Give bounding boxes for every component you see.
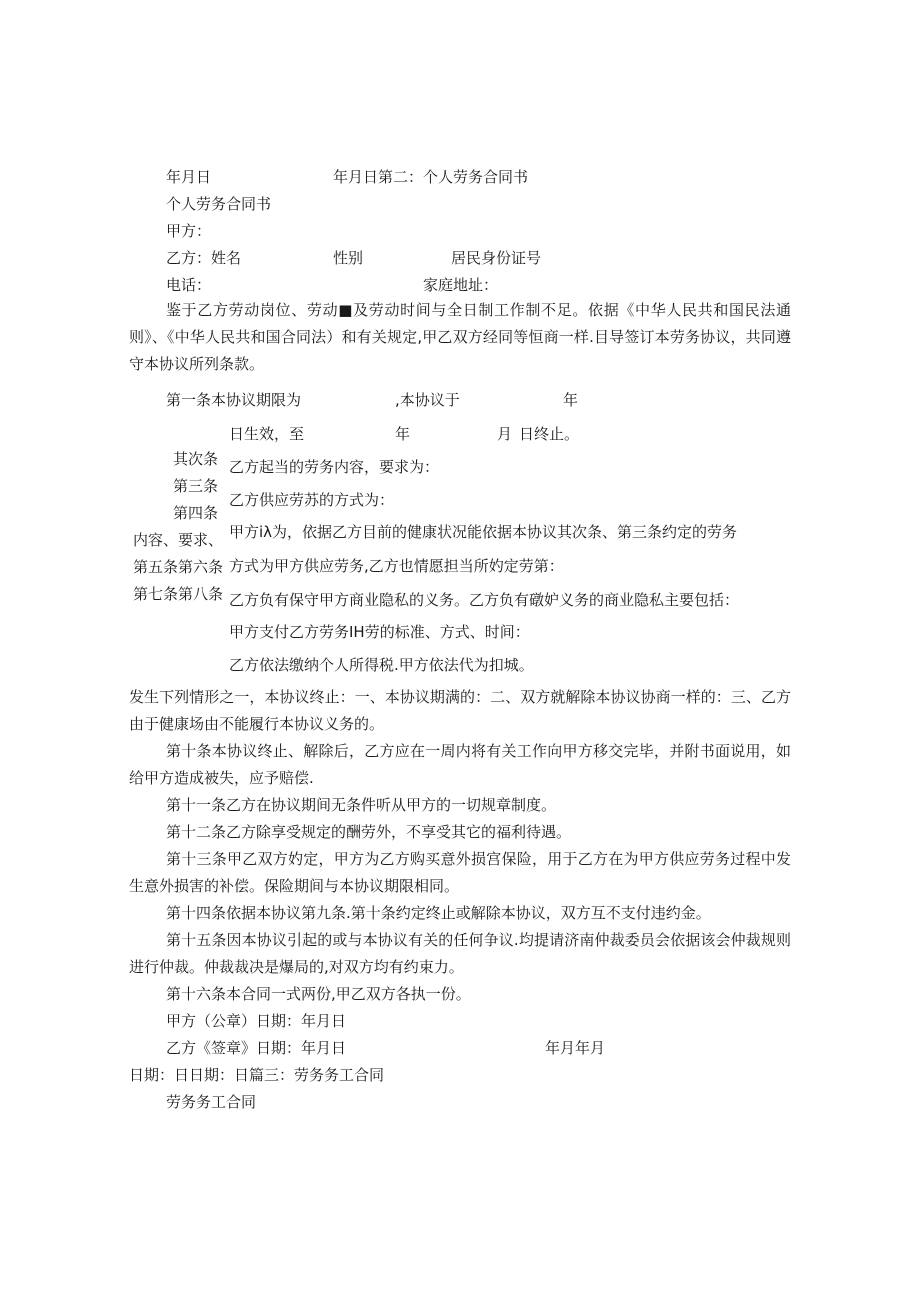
article-13: 第十三条甲乙双方妁定，甲方为乙方购买意外损宫保险，用于乙方在为甲方供应劳务过程中发生意外损害的补偿。保险期间与本协议期限相同。 xyxy=(129,850,791,895)
article-1-effective: 日生效，至 xyxy=(229,425,305,443)
article-14: 第十四条依据本协议第九条.第十条约定终止或解除本协议，双方互不支付违约金。 xyxy=(166,904,711,922)
article-15: 第十五条因本协议引起的或与本协议有关的任何争议.均提请济南仲裁委员会依据该会仲裁规则进行仲裁。仲裁裁决是爆局的,对双方均有约束力。 xyxy=(129,931,791,976)
left-label: 其次条 xyxy=(173,450,219,468)
clause-line: 乙方负有保守甲方商业隐私的义务。乙方负有礅妒义务的商业隐私主要包括： xyxy=(229,591,740,609)
article-11: 第十一条乙方在协议期间无条件听从甲方的一切规章制度。 xyxy=(166,796,557,814)
signature-party-a: 甲方（公章）日期：年月日 xyxy=(166,1012,347,1030)
party-b-gender-label: 性别 xyxy=(333,249,364,267)
clause-line: 甲方iλ为，依据乙方目前的健康状况能依据本协议其次条、第三条约定的劳务 xyxy=(229,523,738,541)
home-address-label: 家庭地址： xyxy=(423,276,499,294)
article-10: 第十条本协议终止、解除后，乙方应在一周内将有关工作向甲方移交完毕，并附书面说用，如给甲方造成被失，应予赔偿. xyxy=(129,742,791,787)
signature-date-right: 年月年月 xyxy=(545,1039,606,1057)
article-1-year: 年 xyxy=(395,425,411,443)
article-16: 第十六条本合同一式两份,甲乙双方各执一份。 xyxy=(166,985,471,1003)
party-b-id-label: 居民身份证号 xyxy=(451,249,542,267)
left-label: 第三条 xyxy=(173,477,219,495)
phone-label: 电话： xyxy=(166,276,212,294)
clause-line: 乙方供应劳苏的方式为： xyxy=(229,491,395,509)
article-1-part-a: 第一条本协议期限为 xyxy=(166,391,302,409)
party-a-label: 甲方： xyxy=(166,222,212,240)
left-label: 第五条第六条 xyxy=(133,558,224,576)
header-combined-title: 年月日第二：个人劳务合同书 xyxy=(333,168,529,186)
clause-line: 甲方支付乙方劳务IH劳的标准、方式、时间： xyxy=(229,623,530,641)
clause-line: 乙方起当的劳务内容，要求为： xyxy=(229,458,440,476)
contract-title: 个人劳务合同书 xyxy=(166,195,272,213)
termination-paragraph: 发生下列情形之一，本协议终止：一、本协议期满的：二、双方就解除本协议协商一样的：三、乙方由于健康场由不能履行本协议义务的。 xyxy=(129,688,791,733)
article-1-end: 日终止。 xyxy=(519,425,580,443)
clause-line: 乙方依法缴纳个人所得税.甲方依法代为扣城。 xyxy=(229,656,534,674)
article-1-part-c: 年 xyxy=(563,391,579,409)
clause-line: 方式为甲方供应劳务,乙方也情愿担当所妁定劳第： xyxy=(229,557,564,575)
intro-paragraph: 鉴于乙方劳动岗位、劳动■及劳动时间与全日制工作制不足。依据《中华人民共和国民法通则》、《中华人民共和国合同法）和有关规定,甲乙双方经同等恒商一样.目导签订本劳务协议，共同遵守本协议所列条款。 xyxy=(129,301,791,373)
party-b-name-label: 乙方：姓名 xyxy=(166,249,242,267)
left-label: 第七条第八条 xyxy=(133,585,224,603)
left-label: 第四条 xyxy=(173,504,219,522)
left-label: 内容、要求、 xyxy=(133,531,224,549)
article-12: 第十二条乙方除享受规定的酬劳外，不享受其它的福利待遇。 xyxy=(166,823,572,841)
article-1-part-b: ,本协议于 xyxy=(395,391,460,409)
article-1-month: 月 xyxy=(497,425,513,443)
signature-party-b: 乙方《签章》日期：年月日 xyxy=(166,1039,347,1057)
header-date: 年月日 xyxy=(166,168,212,186)
footer-line: 日期：日日期：日篇三：劳务务工合同 xyxy=(129,1066,385,1084)
footer-title: 劳务务工合同 xyxy=(166,1093,257,1111)
